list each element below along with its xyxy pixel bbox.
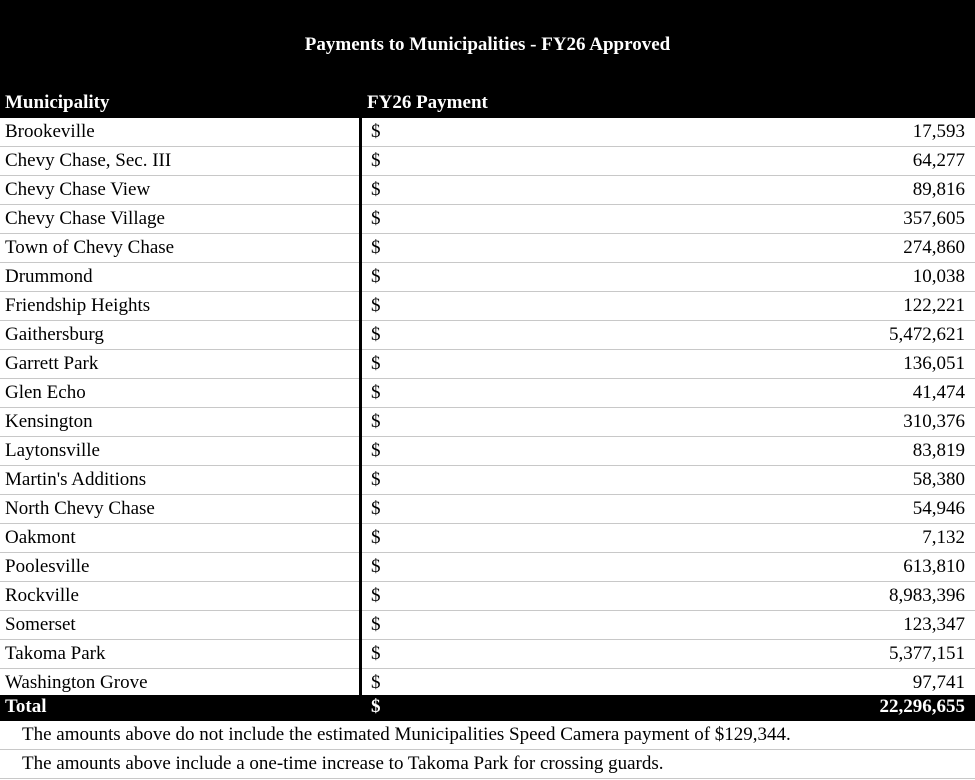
table-row	[0, 640, 975, 669]
table-row	[0, 611, 975, 640]
payment-amount: 58,380	[912, 469, 965, 490]
currency-symbol: $	[371, 266, 381, 287]
municipality-name: Gaithersburg	[5, 324, 104, 345]
municipality-name: Takoma Park	[5, 643, 106, 664]
table-row	[0, 176, 975, 205]
payment-amount: 123,347	[903, 614, 965, 635]
table-row	[0, 524, 975, 553]
currency-symbol: $	[371, 179, 381, 200]
payment-amount: 89,816	[912, 179, 965, 200]
payment-amount: 122,221	[903, 295, 965, 316]
currency-symbol: $	[371, 324, 381, 345]
table-row	[0, 263, 975, 292]
municipality-name: Chevy Chase, Sec. III	[5, 150, 172, 171]
currency-symbol: $	[371, 411, 381, 432]
payment-column-header: FY26 Payment	[367, 92, 488, 113]
currency-symbol: $	[371, 237, 381, 258]
municipality-name: Garrett Park	[5, 353, 99, 374]
table-row	[0, 466, 975, 495]
payment-amount: 41,474	[912, 382, 965, 403]
payment-amount: 97,741	[912, 672, 965, 693]
municipality-name: Martin's Additions	[5, 469, 147, 490]
currency-symbol: $	[371, 353, 381, 374]
table-row	[0, 118, 975, 147]
payment-amount: 64,277	[912, 150, 965, 171]
total-amount: 22,296,655	[879, 696, 965, 717]
footnotes	[0, 721, 975, 779]
table-row	[0, 553, 975, 582]
municipality-name: Washington Grove	[5, 672, 148, 693]
payment-amount: 54,946	[912, 498, 965, 519]
table-row	[0, 408, 975, 437]
municipality-name: North Chevy Chase	[5, 498, 155, 519]
currency-symbol: $	[371, 208, 381, 229]
table-title	[0, 0, 975, 90]
payment-amount: 274,860	[903, 237, 965, 258]
currency-symbol: $	[371, 382, 381, 403]
municipality-rows	[0, 118, 975, 698]
payment-amount: 7,132	[922, 527, 965, 548]
total-currency-symbol: $	[371, 696, 381, 717]
municipality-name: Drummond	[5, 266, 93, 287]
municipality-name: Kensington	[5, 411, 93, 432]
column-header-row	[0, 90, 975, 118]
municipality-name: Friendship Heights	[5, 295, 151, 316]
currency-symbol: $	[371, 150, 381, 171]
payment-amount: 136,051	[903, 353, 965, 374]
table-row	[0, 669, 975, 698]
currency-symbol: $	[371, 585, 381, 606]
currency-symbol: $	[371, 498, 381, 519]
currency-symbol: $	[371, 643, 381, 664]
table-row	[0, 379, 975, 408]
payment-amount: 17,593	[912, 121, 965, 142]
currency-symbol: $	[371, 672, 381, 693]
footnote-speed-camera: The amounts above do not include the estimated Municipalities Speed Camera payment of $129,344.	[0, 721, 975, 750]
municipality-name: Chevy Chase View	[5, 179, 151, 200]
table-row	[0, 205, 975, 234]
table-row	[0, 437, 975, 466]
currency-symbol: $	[371, 469, 381, 490]
municipality-name: Rockville	[5, 585, 79, 606]
currency-symbol: $	[371, 556, 381, 577]
payment-amount: 10,038	[912, 266, 965, 287]
table-row	[0, 292, 975, 321]
total-label: Total	[5, 696, 47, 717]
currency-symbol: $	[371, 440, 381, 461]
currency-symbol: $	[371, 121, 381, 142]
total-row	[0, 695, 975, 721]
municipality-column-header: Municipality	[5, 92, 110, 113]
payment-amount: 8,983,396	[889, 585, 965, 606]
table-row	[0, 582, 975, 611]
municipality-name: Poolesville	[5, 556, 90, 577]
payment-amount: 613,810	[903, 556, 965, 577]
table-row	[0, 321, 975, 350]
municipality-name: Glen Echo	[5, 382, 86, 403]
column-divider	[359, 118, 362, 695]
municipality-name: Brookeville	[5, 121, 95, 142]
currency-symbol: $	[371, 527, 381, 548]
payment-amount: 5,377,151	[889, 643, 965, 664]
table-row	[0, 234, 975, 263]
municipality-name: Somerset	[5, 614, 76, 635]
table-row	[0, 147, 975, 176]
currency-symbol: $	[371, 614, 381, 635]
table-row	[0, 350, 975, 379]
municipality-name: Oakmont	[5, 527, 76, 548]
table-row	[0, 495, 975, 524]
title-text: Payments to Municipalities - FY26 Approved	[304, 34, 671, 55]
payment-amount: 310,376	[903, 411, 965, 432]
footnote-takoma-park: The amounts above include a one-time increase to Takoma Park for crossing guards.	[0, 750, 975, 779]
municipality-name: Laytonsville	[5, 440, 100, 461]
payment-amount: 357,605	[903, 208, 965, 229]
payment-amount: 83,819	[912, 440, 965, 461]
currency-symbol: $	[371, 295, 381, 316]
payment-amount: 5,472,621	[889, 324, 965, 345]
municipality-name: Chevy Chase Village	[5, 208, 165, 229]
municipality-name: Town of Chevy Chase	[5, 237, 175, 258]
